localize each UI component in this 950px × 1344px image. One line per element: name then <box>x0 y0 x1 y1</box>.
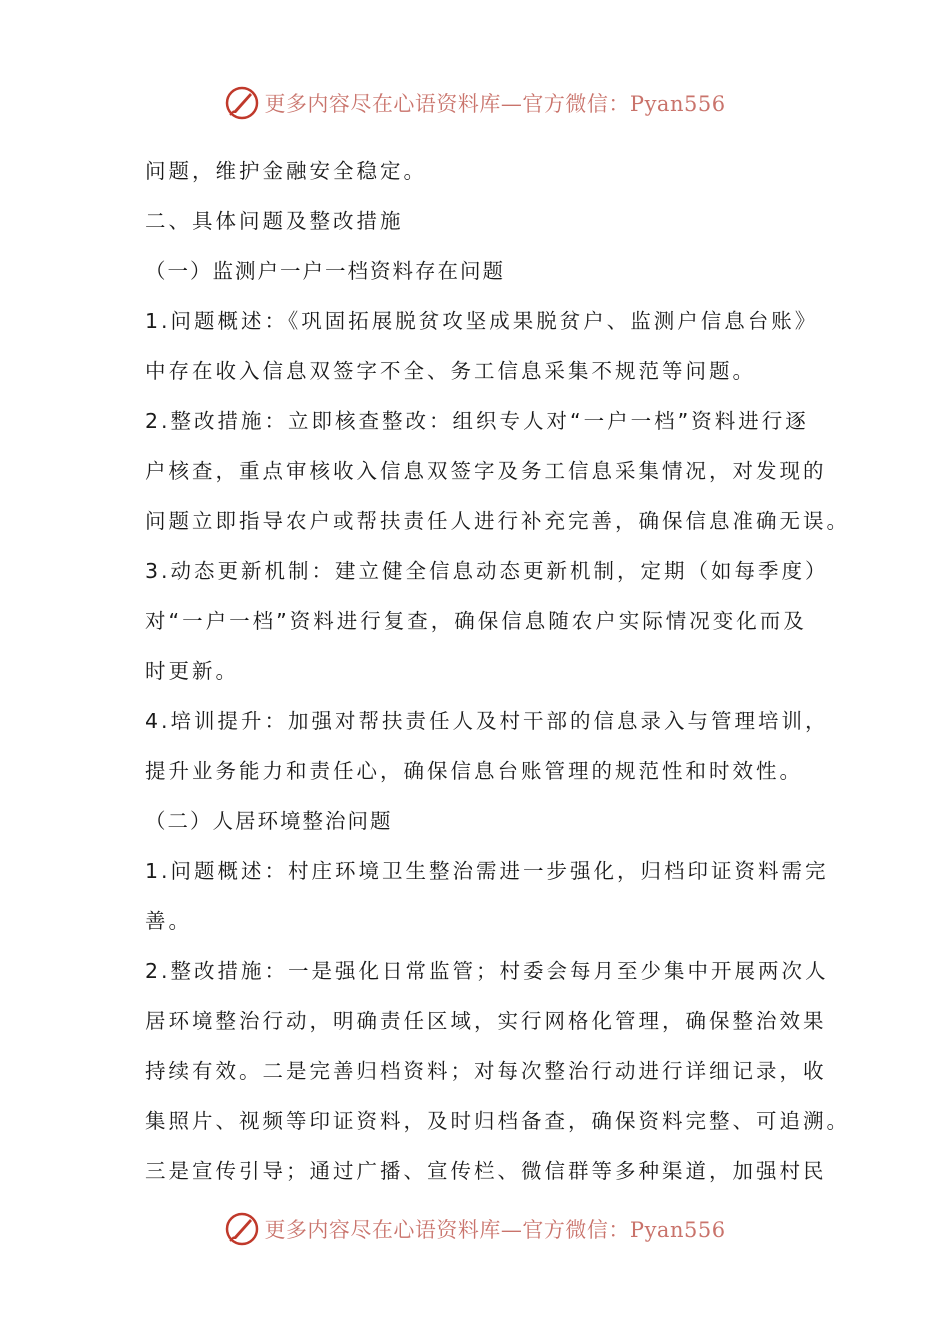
text-line: 居环境整治行动，明确责任区域，实行网格化管理，确保整治效果 <box>145 1009 827 1033</box>
section-heading: 二、具体问题及整改措施 <box>145 209 404 233</box>
text-line: 时更新。 <box>145 659 239 683</box>
quill-logo-icon <box>224 1211 260 1247</box>
text-line: 2.整改措施：立即核查整改：组织专人对“一户一档”资料进行逐 <box>145 409 809 433</box>
text-line: 2.整改措施：一是强化日常监管；村委会每月至少集中开展两次人 <box>145 959 829 983</box>
text-line: 提升业务能力和责任心，确保信息台账管理的规范性和时效性。 <box>145 759 803 783</box>
document-body <box>145 146 850 1196</box>
subsection-heading: （二）人居环境整治问题 <box>145 809 393 833</box>
quill-logo-icon <box>224 85 260 121</box>
text-line: 对“一户一档”资料进行复查，确保信息随农户实际情况变化而及 <box>145 609 807 633</box>
text-line: 善。 <box>145 909 192 933</box>
text-line: 三是宣传引导；通过广播、宣传栏、微信群等多种渠道，加强村民 <box>145 1159 827 1183</box>
footer-banner <box>0 1209 950 1249</box>
footer-banner-text: 更多内容尽在心语资料库—官方微信：Pyan556 <box>264 1218 726 1242</box>
text-line: 集照片、视频等印证资料，及时归档备查，确保资料完整、可追溯。 <box>145 1109 850 1133</box>
header-banner <box>0 83 950 123</box>
text-line: 3.动态更新机制：建立健全信息动态更新机制，定期（如每季度） <box>145 559 829 583</box>
subsection-heading: （一）监测户一户一档资料存在问题 <box>145 259 505 283</box>
text-line: 问题立即指导农户或帮扶责任人进行补充完善，确保信息准确无误。 <box>145 509 850 533</box>
text-line: 1.问题概述：《巩固拓展脱贫攻坚成果脱贫户、监测户信息台账》 <box>145 309 819 333</box>
text-line: 1.问题概述：村庄环境卫生整治需进一步强化，归档印证资料需完 <box>145 859 829 883</box>
header-banner-text: 更多内容尽在心语资料库—官方微信：Pyan556 <box>264 92 726 116</box>
text-line: 4.培训提升：加强对帮扶责任人及村干部的信息录入与管理培训， <box>145 709 829 733</box>
text-line: 中存在收入信息双签字不全、务工信息采集不规范等问题。 <box>145 359 756 383</box>
text-line: 持续有效。二是完善归档资料；对每次整治行动进行详细记录，收 <box>145 1059 827 1083</box>
text-line: 问题，维护金融安全稳定。 <box>145 159 427 183</box>
text-line: 户核查，重点审核收入信息双签字及务工信息采集情况，对发现的 <box>145 459 827 483</box>
